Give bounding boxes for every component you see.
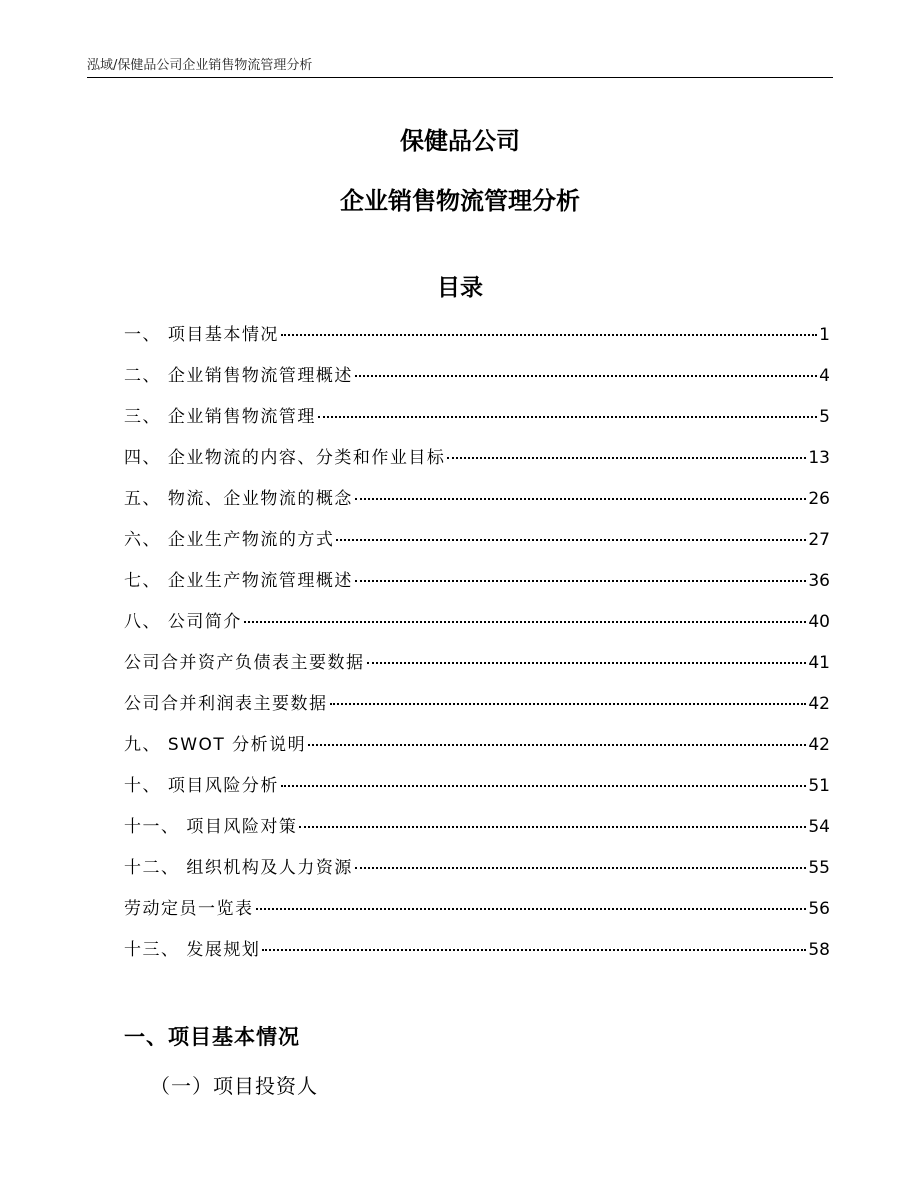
toc-entry[interactable] — [124, 648, 830, 689]
toc-leader-dots — [355, 580, 806, 582]
toc-leader-dots — [308, 744, 806, 746]
toc-leader-dots — [318, 416, 817, 418]
toc-leader-dots — [336, 539, 806, 541]
toc-entry-page: 1 — [819, 325, 830, 345]
toc-entry-page: 41 — [808, 653, 830, 673]
table-of-contents — [124, 320, 830, 976]
toc-leader-dots — [367, 662, 807, 664]
toc-entry-page: 55 — [808, 858, 830, 878]
toc-entry[interactable] — [124, 402, 830, 443]
toc-entry[interactable] — [124, 689, 830, 730]
toc-leader-dots — [447, 457, 806, 459]
toc-entry-label: 九、 SWOT 分析说明 — [124, 735, 307, 755]
toc-entry[interactable] — [124, 894, 830, 935]
toc-leader-dots — [262, 949, 806, 951]
toc-entry-page: 36 — [808, 571, 830, 591]
toc-leader-dots — [355, 375, 817, 377]
toc-entry-page: 4 — [819, 366, 830, 386]
section-heading: 一、项目基本情况 — [124, 1025, 300, 1049]
toc-entry-label: 十三、 发展规划 — [124, 940, 261, 960]
document-title-line-1: 保健品公司 — [400, 127, 520, 155]
toc-leader-dots — [355, 498, 806, 500]
toc-entry-label: 二、 企业销售物流管理概述 — [124, 366, 353, 386]
running-header: 泓域/保健品公司企业销售物流管理分析 — [87, 58, 313, 73]
toc-entry-page: 42 — [808, 735, 830, 755]
toc-entry-label: 十、 项目风险分析 — [124, 776, 279, 796]
toc-leader-dots — [299, 826, 806, 828]
toc-entry-page: 5 — [819, 407, 830, 427]
toc-entry[interactable] — [124, 730, 830, 771]
toc-entry[interactable] — [124, 771, 830, 812]
toc-entry[interactable] — [124, 935, 830, 976]
toc-entry-page: 51 — [808, 776, 830, 796]
toc-entry[interactable] — [124, 812, 830, 853]
toc-entry-label: 十一、 项目风险对策 — [124, 817, 298, 837]
toc-entry-label: 公司合并利润表主要数据 — [124, 694, 328, 714]
toc-entry-page: 40 — [808, 612, 830, 632]
toc-entry-label: 七、 企业生产物流管理概述 — [124, 571, 353, 591]
toc-entry-label: 一、 项目基本情况 — [124, 325, 279, 345]
toc-leader-dots — [256, 908, 807, 910]
toc-entry[interactable] — [124, 320, 830, 361]
toc-entry-label: 八、 公司简介 — [124, 612, 242, 632]
toc-entry[interactable] — [124, 361, 830, 402]
toc-entry-page: 27 — [808, 530, 830, 550]
toc-leader-dots — [330, 703, 807, 705]
toc-entry-label: 三、 企业销售物流管理 — [124, 407, 316, 427]
document-title-line-2: 企业销售物流管理分析 — [340, 187, 580, 215]
subsection-heading: （一）项目投资人 — [150, 1074, 318, 1098]
toc-entry-page: 26 — [808, 489, 830, 509]
toc-entry[interactable] — [124, 607, 830, 648]
toc-entry-label: 五、 物流、企业物流的概念 — [124, 489, 353, 509]
toc-entry-page: 58 — [808, 940, 830, 960]
toc-leader-dots — [281, 334, 817, 336]
toc-entry-page: 13 — [808, 448, 830, 468]
toc-entry-label: 公司合并资产负债表主要数据 — [124, 653, 365, 673]
header-divider — [87, 77, 833, 78]
toc-entry-page: 54 — [808, 817, 830, 837]
toc-entry-label: 四、 企业物流的内容、分类和作业目标 — [124, 448, 446, 468]
toc-entry[interactable] — [124, 853, 830, 894]
toc-entry[interactable] — [124, 484, 830, 525]
toc-entry-label: 六、 企业生产物流的方式 — [124, 530, 335, 550]
toc-entry-label: 劳动定员一览表 — [124, 899, 254, 919]
toc-entry-label: 十二、 组织机构及人力资源 — [124, 858, 353, 878]
toc-heading: 目录 — [437, 275, 483, 301]
toc-leader-dots — [281, 785, 806, 787]
toc-leader-dots — [244, 621, 806, 623]
toc-leader-dots — [355, 867, 806, 869]
toc-entry-page: 42 — [808, 694, 830, 714]
toc-entry[interactable] — [124, 525, 830, 566]
toc-entry-page: 56 — [808, 899, 830, 919]
toc-entry[interactable] — [124, 443, 830, 484]
toc-entry[interactable] — [124, 566, 830, 607]
